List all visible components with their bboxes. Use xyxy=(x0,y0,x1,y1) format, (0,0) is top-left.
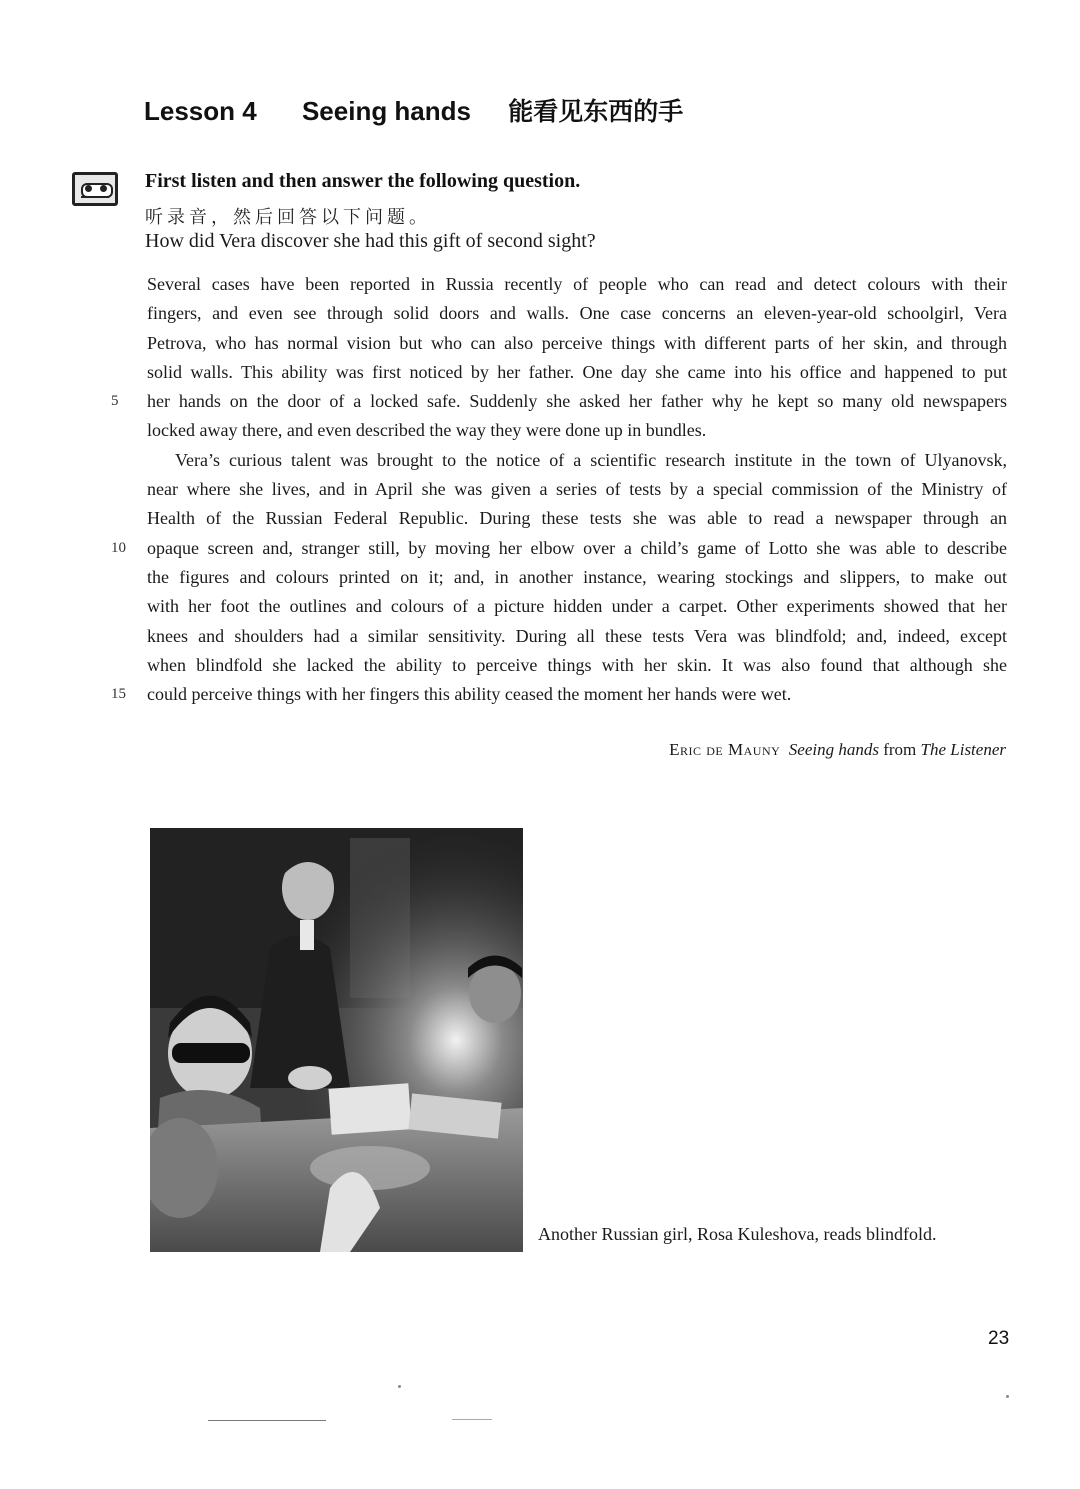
scan-artifact-line xyxy=(208,1420,326,1421)
passage-line: Health of the Russian Federal Republic. During these tests she was able to read a newspaper through an xyxy=(147,508,1007,529)
passage-line: solid walls. This ability was first noticed by her father. One day she came into his office and happened to put xyxy=(147,361,1007,382)
credit-source: The Listener xyxy=(920,740,1006,759)
passage-line: her hands on the door of a locked safe. Suddenly she asked her father why he kept so many old newspapers xyxy=(147,391,1007,412)
reading-passage xyxy=(111,270,1007,709)
blindfold-reading-photo xyxy=(150,828,523,1252)
listening-instruction-chinese: 听录音，然后回答以下问题。 xyxy=(145,207,431,228)
passage-line: Vera’s curious talent was brought to the notice of a scientific research institute in the town of Ulyanovsk, xyxy=(175,449,1007,470)
cassette-tape-icon xyxy=(72,172,118,206)
passage-line: locked away there, and even described the way they were done up in bundles. xyxy=(147,420,707,441)
line-number: 15 xyxy=(111,686,126,703)
scan-speck xyxy=(398,1385,401,1388)
passage-line: could perceive things with her fingers this ability ceased the moment her hands were wet. xyxy=(147,684,792,705)
lesson-title-chinese: 能看见东西的手 xyxy=(508,97,684,126)
passage-line: near where she lives, and in April she was given a series of tests by a special commission of the Ministry of xyxy=(147,479,1007,500)
scan-artifact-line xyxy=(452,1419,492,1420)
passage-line: Several cases have been reported in Russia recently of people who can read and detect colours with their xyxy=(147,274,1007,294)
credit-author: Eric de Mauny xyxy=(669,740,781,759)
photo-caption: Another Russian girl, Rosa Kuleshova, reads blindfold. xyxy=(538,1224,937,1244)
lesson-title: Seeing hands xyxy=(301,96,471,126)
line-number: 5 xyxy=(111,393,119,410)
passage-line: when blindfold she lacked the ability to perceive things with her skin. It was also found that although she xyxy=(147,654,1007,675)
passage-line: opaque screen and, stranger still, by moving her elbow over a child’s game of Lotto she was able to describe xyxy=(147,537,1007,558)
passage-line: with her foot the outlines and colours of a picture hidden under a carpet. Other experiments showed that her xyxy=(147,596,1007,617)
lesson-heading xyxy=(144,92,683,128)
passage-line-wrapper xyxy=(111,387,1007,416)
page-number: 23 xyxy=(988,1328,1010,1349)
scan-speck xyxy=(1006,1395,1009,1398)
source-credit xyxy=(669,740,1006,760)
comprehension-question: How did Vera discover she had this gift of second sight? xyxy=(145,230,596,252)
credit-work: Seeing hands xyxy=(788,740,879,759)
passage-line-wrapper xyxy=(111,534,1007,563)
passage-line: knees and shoulders had a similar sensitivity. During all these tests Vera was blindfold; and, indeed, except xyxy=(147,625,1007,646)
passage-line: Petrova, who has normal vision but who can also perceive things with different parts of her skin, and through xyxy=(147,332,1007,353)
line-number: 10 xyxy=(111,539,126,556)
listening-instruction: First listen and then answer the following question. xyxy=(145,170,581,192)
passage-line: the figures and colours printed on it; and, in another instance, wearing stockings and slippers, to make out xyxy=(147,566,1007,587)
lesson-number: Lesson 4 xyxy=(144,96,257,126)
credit-from: from xyxy=(883,740,917,759)
passage-line: fingers, and even see through solid doors and walls. One case concerns an eleven-year-old schoolgirl, Vera xyxy=(147,303,1007,324)
passage-line-wrapper xyxy=(111,680,1007,709)
